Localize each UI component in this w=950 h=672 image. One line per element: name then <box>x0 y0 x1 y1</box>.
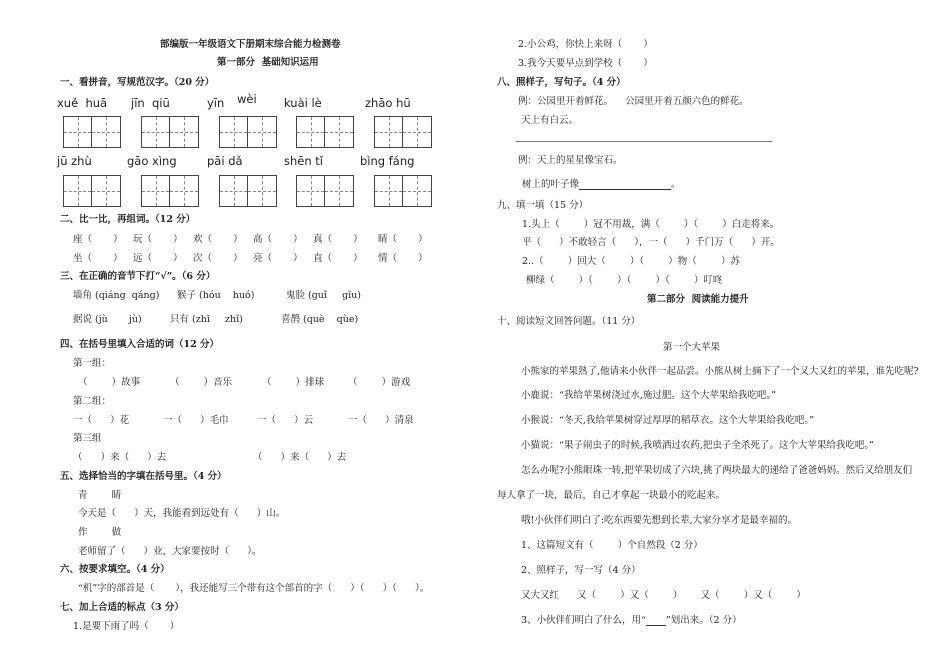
q6-text: “机”字的部首是（ ），我还能写三个带有这个部首的字（ ）（ ）（ ）。 <box>78 583 430 594</box>
q2-item: 情（ ） <box>378 253 428 264</box>
writing-box[interactable] <box>63 116 121 148</box>
q2-item: 真（ ） <box>313 234 363 245</box>
q4-group3-label: 第三组 <box>73 433 102 444</box>
q2-item: 次（ ） <box>193 253 243 264</box>
q5-chars2: 作 做 <box>78 527 122 538</box>
answer-blank[interactable] <box>579 181 671 190</box>
q7-item: 3.我今天要早点到学校（ ） <box>518 58 653 69</box>
q4-item: （ ）游戏 <box>348 377 411 388</box>
q8-prompt2-end: 。 <box>671 179 681 190</box>
q10-question2-line: 又大又红 又（ ）又（ ） 又（ ）又（ ） <box>521 590 806 601</box>
pinyin-8: pāi dǎ <box>207 154 243 168</box>
q4-item: 一（ ）花 <box>73 415 130 426</box>
q5-sentence2: 老师留了（ ）业，大家要按时（ ）。 <box>78 546 262 557</box>
q10-question2: 2、照样子，写一写（4 分） <box>521 565 641 576</box>
q8-example1: 例：公园里开着鲜花。 公园里开着五颜六色的鲜花。 <box>518 96 749 107</box>
q4-item: （ ）来（ ）去 <box>253 452 347 463</box>
story-paragraph: 小鹿说：“我给苹果树浇过水,施过肥。这个大苹果给我吃吧。” <box>521 390 776 401</box>
pinyin-5: zhāo hū <box>365 96 411 110</box>
story-paragraph: 小猫说：“果子闹虫子的时候,我喷洒过农药,把虫子全杀死了。这个大苹果给我吃吧。” <box>521 440 875 451</box>
q9-line3: 2..（ ）回大（ ）（ ）物（ ）苏 <box>522 256 740 267</box>
q4-item: （ ）排球 <box>262 377 325 388</box>
story-paragraph: 小熊家的苹果熟了,他请来小伙伴一起品尝。小熊从树上摘下了一个又大又红的苹果，谁先吃呢? <box>521 366 919 377</box>
story-paragraph: 每人拿了一块，最后，自己才拿起一块最小的吃起来。 <box>497 490 726 501</box>
pinyin-7: gāo xìng <box>127 154 177 168</box>
q5-heading: 五、选择恰当的字填在括号里。（4 分） <box>60 471 227 482</box>
q2-item: 玩（ ） <box>133 234 183 245</box>
story-title: 第一个大苹果 <box>663 342 721 353</box>
q6-heading: 六、按要求填空。（4 分） <box>60 564 170 575</box>
writing-box[interactable] <box>219 116 277 148</box>
q2-heading: 二、比一比，再组词。（12 分） <box>60 214 196 225</box>
q4-item: （ ）故事 <box>78 377 141 388</box>
pinyin-2: jīn qiū <box>131 96 170 110</box>
q10-question3-end: ”划出来。（2 分） <box>665 615 742 626</box>
q9-line4: 柳绿（ ）（ ）（ ）（ ）叮咚 <box>526 275 723 286</box>
q8-prompt1: 天上有白云。 <box>521 115 579 126</box>
q9-line1: 1.头上（ ）冠不用裁，满（ ）（ ）白走将来。 <box>522 219 780 230</box>
pinyin-4: kuài lè <box>284 96 322 110</box>
writing-box[interactable] <box>374 116 432 148</box>
q3-item: 只有 (zhī zhǐ) <box>170 314 243 325</box>
q2-item: 坐（ ） <box>73 253 123 264</box>
writing-box[interactable] <box>296 116 354 148</box>
pinyin-3b: wèi <box>237 92 257 106</box>
q4-item: （ ）来（ ）去 <box>73 452 167 463</box>
q2-item: 远（ ） <box>133 253 183 264</box>
writing-box[interactable] <box>141 116 199 148</box>
q10-heading: 十、阅读短文回答问题。（11 分） <box>497 316 641 327</box>
q2-item: 高（ ） <box>253 234 303 245</box>
writing-box[interactable] <box>141 175 199 207</box>
q3-heading: 三、在正确的音节下打“√”。（6 分） <box>60 271 216 282</box>
story-paragraph: 哦!小伙伴们明白了:吃东西要先想到长辈,大家分享才是最幸福的。 <box>521 515 798 526</box>
q5-sentence1: 今天是（ ）天，我能看到远处有（ ）山。 <box>78 508 286 519</box>
q2-item: 座（ ） <box>73 234 123 245</box>
q4-item: 一（ ）毛巾 <box>163 415 229 426</box>
q2-item: 睛（ ） <box>378 234 428 245</box>
pinyin-3: yīn <box>207 96 225 110</box>
q1-heading: 一、看拼音，写规范汉字。（20 分） <box>60 77 215 88</box>
answer-line[interactable] <box>516 141 772 142</box>
writing-box[interactable] <box>219 175 277 207</box>
q2-item: 欢（ ） <box>193 234 243 245</box>
q8-prompt2 <box>522 180 681 190</box>
story-paragraph: 小猴说：“冬天,我给苹果树穿过厚厚的稻草衣。这个大苹果给我吃吧。” <box>521 415 814 426</box>
writing-box[interactable] <box>63 175 121 207</box>
q3-item: 据说 (jù jù) <box>73 314 142 325</box>
q5-chars1: 青 睛 <box>78 490 122 501</box>
writing-box[interactable] <box>374 175 432 207</box>
part1-title: 第一部分 基础知识运用 <box>217 57 319 68</box>
q2-item: 亮（ ） <box>253 253 303 264</box>
q4-group1-label: 第一组： <box>73 358 112 369</box>
q3-item: 喜鹊 (què qùe) <box>281 314 359 325</box>
story-paragraph: 怎么办呢?小熊眼珠一转,把苹果切成了六块,挑了两块最大的递给了爸爸妈妈。然后又给朋友们 <box>521 465 913 476</box>
q7-heading: 七、加上合适的标点（3 分） <box>60 602 184 613</box>
q8-example2: 例：天上的星星像宝石。 <box>518 155 623 166</box>
q4-item: 一（ ）清泉 <box>348 415 414 426</box>
q8-prompt2-text: 树上的叶子像 <box>522 179 580 190</box>
q9-line2: 平（ ）不敢轻言（ ），一（ ）千门万（ ）开。 <box>522 237 780 248</box>
pinyin-1: xuě huā <box>57 96 108 110</box>
q7-item: 1.是要下雨了吗（ ） <box>73 621 180 632</box>
q10-question1: 1、这篇短文有（ ）个自然段（2 分） <box>521 540 703 551</box>
q4-item: （ ）音乐 <box>170 377 233 388</box>
q7-item: 2.小公鸡，你快上来呀（ ） <box>518 39 653 50</box>
writing-box[interactable] <box>296 175 354 207</box>
q9-heading: 九、填一填（15 分） <box>497 200 589 211</box>
q3-item: 鬼脸 (guǐ gǐu) <box>286 290 362 301</box>
pinyin-10: bìng fáng <box>360 154 415 168</box>
pinyin-9: shēn tǐ <box>284 154 324 168</box>
underline-sample <box>646 617 666 626</box>
q4-heading: 四、在括号里填入合适的词（12 分） <box>60 339 220 350</box>
q4-item: 一（ ）云 <box>257 415 314 426</box>
part2-title: 第二部分 阅读能力提升 <box>647 294 749 305</box>
q3-item: 猴子 (hóu huó) <box>177 290 255 301</box>
q10-question3-text: 3、小伙伴们明白了什么，用“ <box>521 615 646 626</box>
q4-group2-label: 第二组： <box>73 396 112 407</box>
q3-item: 墙角 (qiáng qáng) <box>73 290 160 301</box>
q2-item: 直（ ） <box>313 253 363 264</box>
pinyin-6: jū zhù <box>57 154 92 168</box>
q8-heading: 八、照样子，写句子。（4 分） <box>497 77 626 88</box>
paper-title: 部编版一年级语文下册期末综合能力检测卷 <box>160 39 341 50</box>
q10-question3 <box>521 616 742 626</box>
